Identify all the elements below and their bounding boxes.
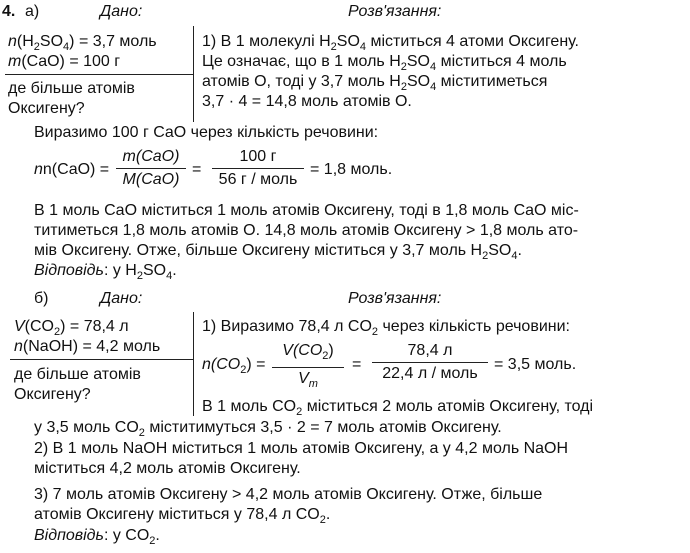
given-divider-b — [10, 359, 193, 360]
given-divider-a — [5, 74, 193, 75]
formula-b-lhs: $n(CO_2)$ = — [202, 356, 266, 376]
given-naoh: n(NaOH) = 4,2 моль — [14, 338, 161, 355]
given-separator-a — [193, 26, 194, 122]
given-separator-b — [193, 312, 194, 416]
formula-a-fraction1: m(CaO) M(CaO) — [116, 148, 186, 189]
given-h2so4: $n(H_2SO_4) = 3,7$ моль — [8, 33, 157, 53]
given-co2: $V(CO_2) = 78,4$ л — [14, 318, 129, 338]
conclusion-a-line1: В 1 моль CaO міститься 1 моль атомів Оксигену, тоді в 1,8 моль CaO міс- — [34, 202, 579, 219]
conclusion-a-line3: мів Оксигену. Отже, більше Оксигену міститься у 3,7 моль $H_2SO_4$. — [34, 242, 522, 262]
part-a-letter: а) — [25, 3, 40, 20]
given-heading-a: Дано: — [100, 3, 143, 20]
solution-heading-b: Розв'язання: — [348, 290, 442, 307]
step1-b: 1) Виразимо 78,4 л $CO_2$ через кількість речовини: — [202, 318, 570, 338]
step2-b-line2: міститься 4,2 моль атомів Оксигену. — [34, 460, 301, 477]
problem-number: 4. — [2, 3, 16, 20]
step3-b-line2: атомів Оксигену міститься у 78,4 л $CO_2$. — [34, 506, 331, 526]
formula-a-lhs: nn(CaO) = — [34, 161, 110, 178]
formula-a-fraction2: 100 г 56 г / моль — [212, 148, 304, 189]
part-b-letter: б) — [34, 290, 49, 307]
formula-b-fraction1: $V(CO_2)$ $V_m$ — [272, 342, 344, 393]
answer-b: Відповідь: у $CO_2$. — [34, 527, 160, 547]
express-cao: Виразимо 100 г CaO через кількість речовини: — [34, 124, 379, 141]
line-35-mol: у 3,5 моль $CO_2$ міститимуться 3,5 · 2 = 7 моль атомів Оксигену. — [34, 419, 502, 439]
conclusion-a-line2: титиметься 1,8 моль атомів О. 14,8 моль атомів Оксигену > 1,8 моль ато- — [34, 222, 579, 239]
question-a-line2: Оксигену? — [8, 100, 85, 117]
solution-heading-a: Розв'язання: — [348, 3, 442, 20]
question-b-line1: де більше атомів — [14, 366, 141, 383]
step1-a-line2: Це означає, що в 1 моль $H_2SO_4$ міститься 4 моль — [202, 53, 567, 73]
step1-a-line1: 1) В 1 молекулі $H_2SO_4$ міститься 4 атоми Оксигену. — [202, 33, 579, 53]
formula-b-fraction2: 78,4 л 22,4 л / моль — [372, 342, 488, 383]
line-co2-oxygen: В 1 моль $CO_2$ міститься 2 моль атомів Оксигену, тоді — [202, 398, 594, 418]
answer-a: Відповідь: у $H_2SO_4$. — [34, 262, 177, 282]
question-a-line1: де більше атомів — [8, 80, 135, 97]
formula-a-eq: = — [192, 161, 202, 178]
step2-b-line1: 2) В 1 моль NaOH міститься 1 моль атомів Оксигену, а у 4,2 моль NaOH — [34, 440, 569, 457]
step1-a-line4: 3,7 · 4 = 14,8 моль атомів О. — [202, 93, 412, 110]
given-cao: m(CaO) = 100 г — [8, 53, 121, 70]
step1-a-line3: атомів О, тоді у 3,7 моль $H_2SO_4$ міститиметься — [202, 73, 548, 93]
given-heading-b: Дано: — [100, 290, 143, 307]
formula-b-result: = 3,5 моль. — [494, 356, 577, 373]
formula-a-result: = 1,8 моль. — [310, 161, 393, 178]
step3-b-line1: 3) 7 моль атомів Оксигену > 4,2 моль атомів Оксигену. Отже, більше — [34, 486, 543, 503]
formula-b-eq: = — [352, 356, 362, 373]
question-b-line2: Оксигену? — [14, 386, 91, 403]
